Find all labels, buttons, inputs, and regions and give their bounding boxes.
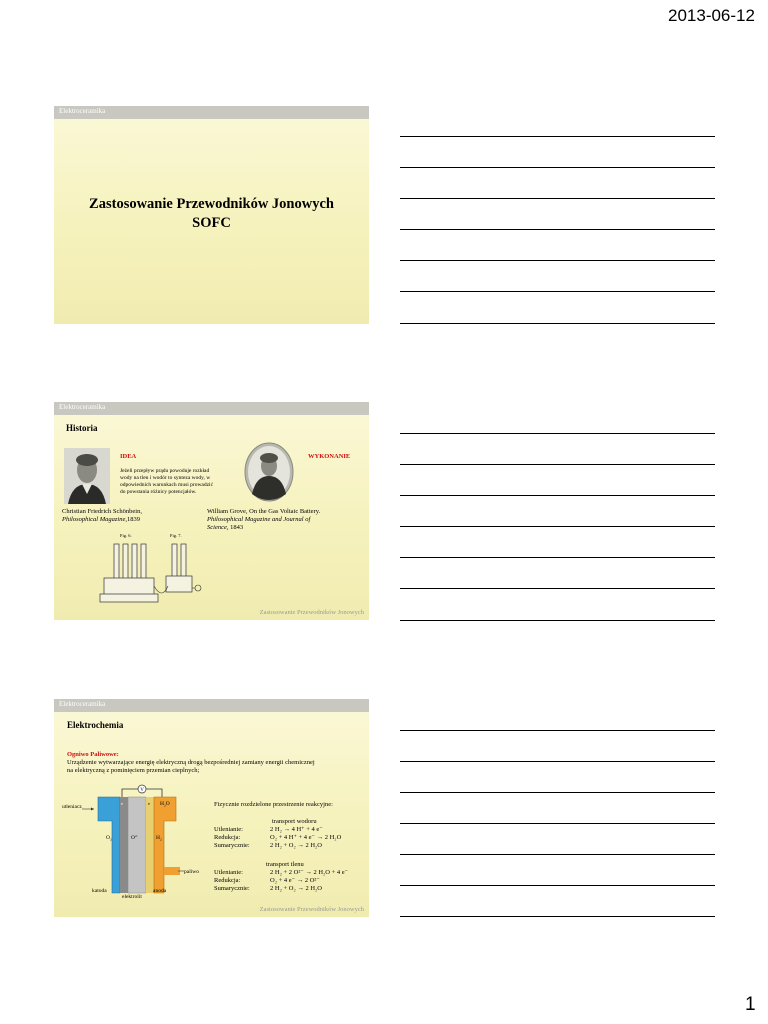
label-oxidation-1: Utlenianie: <box>214 826 243 833</box>
idea-text-line: odpowiednich warunkach musi prowadzić <box>120 482 214 488</box>
oxide-ion-label: $O^{2-}$ <box>131 834 138 841</box>
slide-footer: Zastosowanie Przewodników Jonowych <box>259 906 364 913</box>
notes-line <box>400 854 715 855</box>
notes-line <box>400 885 715 886</box>
utleniacz-label: utleniacz <box>62 804 82 810</box>
fuel-cell-definition <box>67 751 315 775</box>
notes-line <box>400 823 715 824</box>
equation-reduction-2: O₂ + 4 e⁻ → 2 O²⁻ <box>270 877 320 884</box>
notes-line <box>400 916 715 917</box>
notes-line <box>400 136 715 137</box>
slide-heading: Historia <box>66 423 98 433</box>
idea-text-line: do powstania różnicy potencjałów. <box>120 489 197 495</box>
fuel-cell-diagram <box>60 783 210 903</box>
elektrolit-label: elektrolit <box>122 894 142 900</box>
definition-label: Ogniwo Paliwowe: <box>67 751 119 758</box>
definition-text-line: na elektryczną z pominięciem przemian cieplnych; <box>67 767 200 774</box>
h2o-label: $H_2O$ <box>160 801 170 808</box>
label-reduction-1: Redukcja: <box>214 834 241 841</box>
schonbein-caption <box>62 508 142 524</box>
notes-line <box>400 526 715 527</box>
label-oxidation-2: Utlenianie: <box>214 869 243 876</box>
notes-line <box>400 495 715 496</box>
caption-journal: Philosophical Magazine and Journal of <box>207 516 311 523</box>
idea-label: IDEA <box>120 453 137 460</box>
wykonanie-label: WYKONANIE <box>308 453 351 460</box>
slide-header-label: Elektroceramika <box>59 700 106 708</box>
idea-text <box>120 468 238 496</box>
slide-title-line-1: Zastosowanie Przewodników Jonowych <box>89 196 334 212</box>
grove-caption <box>207 508 339 532</box>
notes-line <box>400 260 715 261</box>
slide-heading: Elektrochemia <box>67 720 124 730</box>
idea-text-line: Jeżeli przepływ prądu powoduje rozkład <box>120 468 210 474</box>
fig7-label: Fig. 7. <box>170 533 182 538</box>
equation-sum-1: 2 H₂ + O₂ → 2 H₂O <box>270 842 322 849</box>
caption-line: William Grove, On the Gas Voltaic Battery. <box>207 508 321 515</box>
caption-year: ,1839 <box>125 516 140 523</box>
slide-title-line-2: SOFC <box>192 215 231 231</box>
slide-title <box>54 195 369 233</box>
notes-line <box>400 323 715 324</box>
notes-line <box>400 464 715 465</box>
notes-line <box>400 198 715 199</box>
slide-header-band <box>54 402 369 415</box>
label-reduction-2: Redukcja: <box>214 877 241 884</box>
notes-line <box>400 229 715 230</box>
equation-sum-2: 2 H₂ + O₂ → 2 H₂O <box>270 885 322 892</box>
equation-reduction-1: O₂ + 4 H⁺ + 4 e⁻ → 2 H₂O <box>270 834 342 841</box>
electron-label: e <box>148 801 150 806</box>
notes-line <box>400 167 715 168</box>
schonbein-portrait <box>64 448 110 504</box>
caption-year: , 1843 <box>226 524 244 531</box>
label-sum-2: Sumarycznie: <box>214 885 250 892</box>
slide-header-label: Elektroceramika <box>59 107 106 115</box>
electron-label: e <box>121 801 123 806</box>
notes-line <box>400 730 715 731</box>
notes-line <box>400 620 715 621</box>
slide-3 <box>54 699 369 917</box>
definition-text-line: Urządzenie wytwarzające energię elektryczną drogą bezpośredniej zamiany energii chemicznej <box>67 759 315 766</box>
fig6-label: Fig. 6. <box>120 533 132 538</box>
reactions-title: Fizycznie rozdzielone przestrzenie reakcyjne: <box>214 801 333 808</box>
notes-line <box>400 291 715 292</box>
page-number: 1 <box>745 994 756 1015</box>
o2-label: $O_2$ <box>106 835 112 842</box>
caption-journal: Science <box>207 524 227 531</box>
paliwo-label: paliwo <box>184 869 199 875</box>
slide-1 <box>54 106 369 324</box>
group2-title: transport tlenu <box>266 861 304 868</box>
equation-oxidation-2: 2 H₂ + 2 O²⁻ → 2 H₂O + 4 e⁻ <box>270 869 349 876</box>
print-date: 2013-06-12 <box>668 6 755 25</box>
caption-line: Christian Friedrich Schönbein, <box>62 508 142 515</box>
label-sum-1: Sumarycznie: <box>214 842 250 849</box>
grove-battery-illustration <box>98 530 208 610</box>
slide-header-band <box>54 106 369 119</box>
slide-footer: Zastosowanie Przewodników Jonowych <box>259 609 364 616</box>
notes-line <box>400 792 715 793</box>
slide-2 <box>54 402 369 620</box>
caption-journal: Philosophical Magazine <box>62 516 126 523</box>
idea-text-line: wody na tlen i wodór to synteza wody, w <box>120 475 211 481</box>
katoda-label: katoda <box>92 888 107 894</box>
slide-header-band <box>54 699 369 712</box>
anoda-label: anoda <box>153 888 167 894</box>
grove-portrait <box>244 442 294 502</box>
h2-label: $H_2$ <box>156 835 162 842</box>
notes-line <box>400 761 715 762</box>
group1-title: transport wodoru <box>272 818 317 825</box>
notes-line <box>400 433 715 434</box>
slide-header-label: Elektroceramika <box>59 403 106 411</box>
equation-oxidation-1: 2 H₂ → 4 H⁺ + 4 e⁻ <box>270 826 323 833</box>
voltmeter-label: V <box>140 787 144 793</box>
notes-line <box>400 557 715 558</box>
notes-line <box>400 588 715 589</box>
